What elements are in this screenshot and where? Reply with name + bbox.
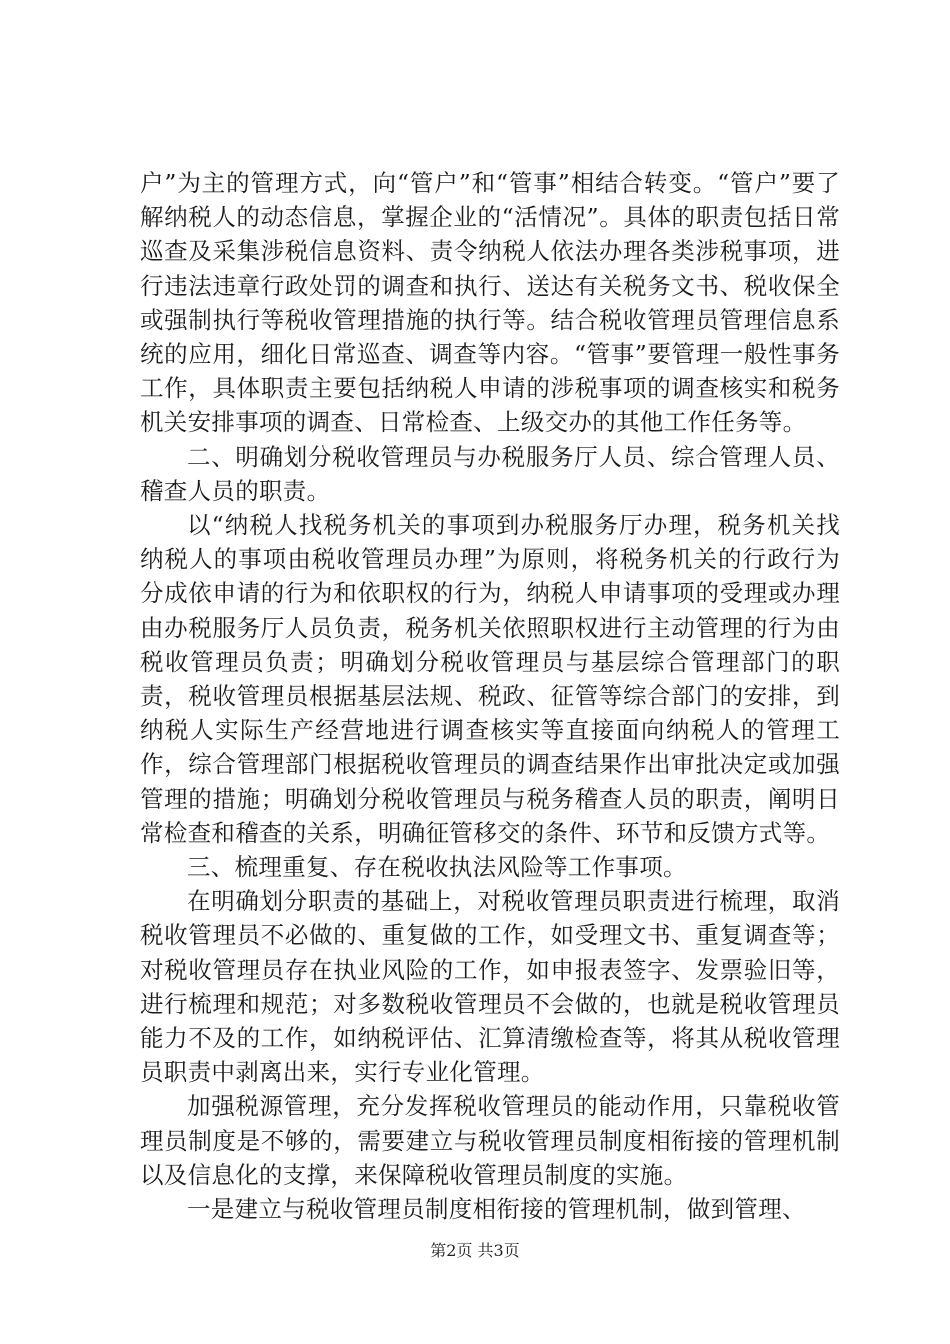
document-body	[140, 166, 840, 1226]
paragraph-5: 在明确划分职责的基础上，对税收管理员职责进行梳理，取消税收管理员不必做的、重复做的工作，如受理文书、重复调查等；对税收管理员存在执业风险的工作，如申报表签字、发票验旧等，进行梳理和规范；对多数税收管理员不会做的，也就是税收管理员能力不及的工作，如纳税评估、汇算清缴检查等，将其从税收管理员职责中剥离出来，实行专业化管理。	[140, 887, 840, 1087]
paragraph-3: 以“纳税人找税务机关的事项到办税服务厅办理，税务机关找纳税人的事项由税收管理员办理”为原则，将税务机关的行政行为分成依申请的行为和依职权的行为，纳税人申请事项的受理或办理由办税服务厅人员负责，税务机关依照职权进行主动管理的行为由税收管理员负责；明确划分税收管理员与基层综合管理部门的职责，税收管理员根据基层法规、税政、征管等综合部门的安排，到纳税人实际生产经营地进行调查核实等直接面向纳税人的管理工作，综合管理部门根据税收管理员的调查结果作出审批决定或加强管理的措施；明确划分税收管理员与税务稽查人员的职责，阐明日常检查和稽查的关系，明确征管移交的条件、环节和反馈方式等。	[140, 511, 840, 847]
page-footer: 第2页 共3页	[430, 1241, 520, 1260]
paragraph-1: 户”为主的管理方式，向“管户”和“管事”相结合转变。“管户”要了解纳税人的动态信息，掌握企业的“活情况”。具体的职责包括日常巡查及采集涉税信息资料、责令纳税人依法办理各类涉税事项，进行违法违章行政处罚的调查和执行、送达有关税务文书、税收保全或强制执行等税收管理措施的执行等。结合税收管理员管理信息系统的应用，细化日常巡查、调查等内容。“管事”要管理一般性事务工作，具体职责主要包括纳税人申请的涉税事项的调查核实和税务机关安排事项的调查、日常检查、上级交办的其他工作任务等。	[140, 169, 840, 437]
paragraph-6: 加强税源管理，充分发挥税收管理员的能动作用，只靠税收管理员制度是不够的，需要建立与税收管理员制度相衔接的管理机制以及信息化的支撑，来保障税收管理员制度的实施。	[140, 1092, 840, 1189]
paragraph-2-heading: 二、明确划分税收管理员与办税服务厅人员、综合管理人员、稽查人员的职责。	[140, 442, 840, 505]
paragraph-7: 一是建立与税收管理员制度相衔接的管理机制，做到管理、	[187, 1195, 806, 1224]
paragraph-4-heading: 三、梳理重复、存在税收执法风险等工作事项。	[187, 853, 687, 882]
